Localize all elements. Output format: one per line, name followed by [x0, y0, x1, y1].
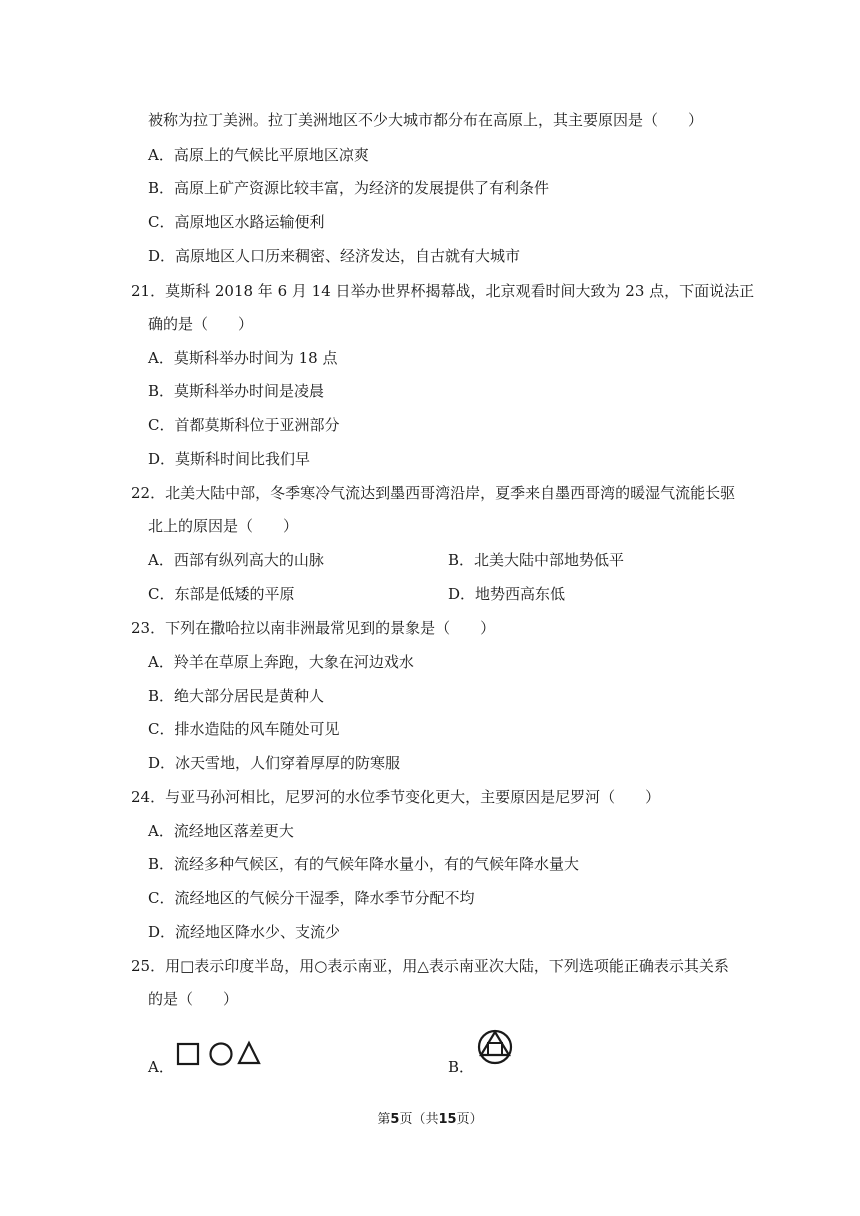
- q25-option-b-figure: [476, 1028, 516, 1068]
- q22-stem-line1: 22．北美大陆中部，冬季寒冷气流达到墨西哥湾沿岸，夏季来自墨西哥湾的暖湿气流能长驱: [131, 484, 736, 502]
- q21-option-b: B．莫斯科举办时间是凌晨: [148, 382, 325, 400]
- footer-page-number: 5: [390, 1112, 400, 1127]
- q24-option-d: D．流经地区降水少、支流少: [148, 923, 341, 941]
- q21-option-c: C．首都莫斯科位于亚洲部分: [148, 416, 340, 434]
- circle-shape: [479, 1031, 511, 1063]
- q24-option-a: A．流经地区落差更大: [148, 822, 294, 840]
- q22-option-b: B．北美大陆中部地势低平: [448, 551, 625, 569]
- q25-option-a-label: A．: [148, 1058, 174, 1076]
- q24-option-c: C．流经地区的气候分干湿季，降水季节分配不均: [148, 889, 475, 907]
- q22-stem-line2: 北上的原因是（ ）: [148, 517, 299, 535]
- q22-option-c: C．东部是低矮的平原: [148, 585, 295, 603]
- footer-prefix: 第: [377, 1112, 391, 1127]
- q23-option-b: B．绝大部分居民是黄种人: [148, 687, 325, 705]
- footer-middle: 页（共: [399, 1112, 439, 1127]
- q20-option-d: D．高原地区人口历来稠密、经济发达，自古就有大城市: [148, 247, 521, 265]
- q21-stem-line2: 确的是（ ）: [148, 315, 254, 333]
- q25-stem-line2: 的是（ ）: [148, 990, 239, 1008]
- q23-option-d: D．冰天雪地，人们穿着厚厚的防寒服: [148, 754, 401, 772]
- q20-option-c: C．高原地区水路运输便利: [148, 213, 325, 231]
- footer-suffix: 页）: [456, 1112, 483, 1127]
- q24-option-b: B．流经多种气候区，有的气候年降水量小，有的气候年降水量大: [148, 855, 580, 873]
- square-shape: [488, 1043, 502, 1055]
- square-shape: [178, 1044, 198, 1064]
- q23-option-a: A．羚羊在草原上奔跑，大象在河边戏水: [148, 653, 414, 671]
- triangle-shape: [239, 1043, 259, 1063]
- q23-option-c: C．排水造陆的风车随处可见: [148, 720, 340, 738]
- q21-option-d: D．莫斯科时间比我们早: [148, 450, 311, 468]
- page-footer: [0, 1111, 860, 1129]
- q20-option-a: A．高原上的气候比平原地区凉爽: [148, 146, 369, 164]
- q22-option-d: D．地势西高东低: [448, 585, 566, 603]
- circle-shape: [211, 1044, 232, 1065]
- q25-option-a-figure: [176, 1040, 266, 1068]
- q22-option-a: A．西部有纵列高大的山脉: [148, 551, 324, 569]
- q21-option-a: A．莫斯科举办时间为 18 点: [148, 349, 338, 367]
- q20-option-b: B．高原上矿产资源比较丰富，为经济的发展提供了有利条件: [148, 179, 550, 197]
- q25-stem-line1: 25．用□表示印度半岛，用○表示南亚，用△表示南亚次大陆，下列选项能正确表示其关系: [131, 957, 729, 975]
- q24-stem: 24．与亚马孙河相比，尼罗河的水位季节变化更大，主要原因是尼罗河（ ）: [131, 788, 661, 806]
- q23-stem: 23．下列在撒哈拉以南非洲最常见到的景象是（ ）: [131, 619, 496, 637]
- q20-stem-continuation: 被称为拉丁美洲。拉丁美洲地区不少大城市都分布在高原上，其主要原因是（ ）: [148, 111, 704, 129]
- footer-total-pages: 15: [438, 1112, 457, 1127]
- q25-option-b-label: B．: [448, 1058, 475, 1076]
- q21-stem-line1: 21．莫斯科 2018 年 6 月 14 日举办世界杯揭幕战，北京观看时间大致为 23 点，下面说法正: [131, 282, 755, 300]
